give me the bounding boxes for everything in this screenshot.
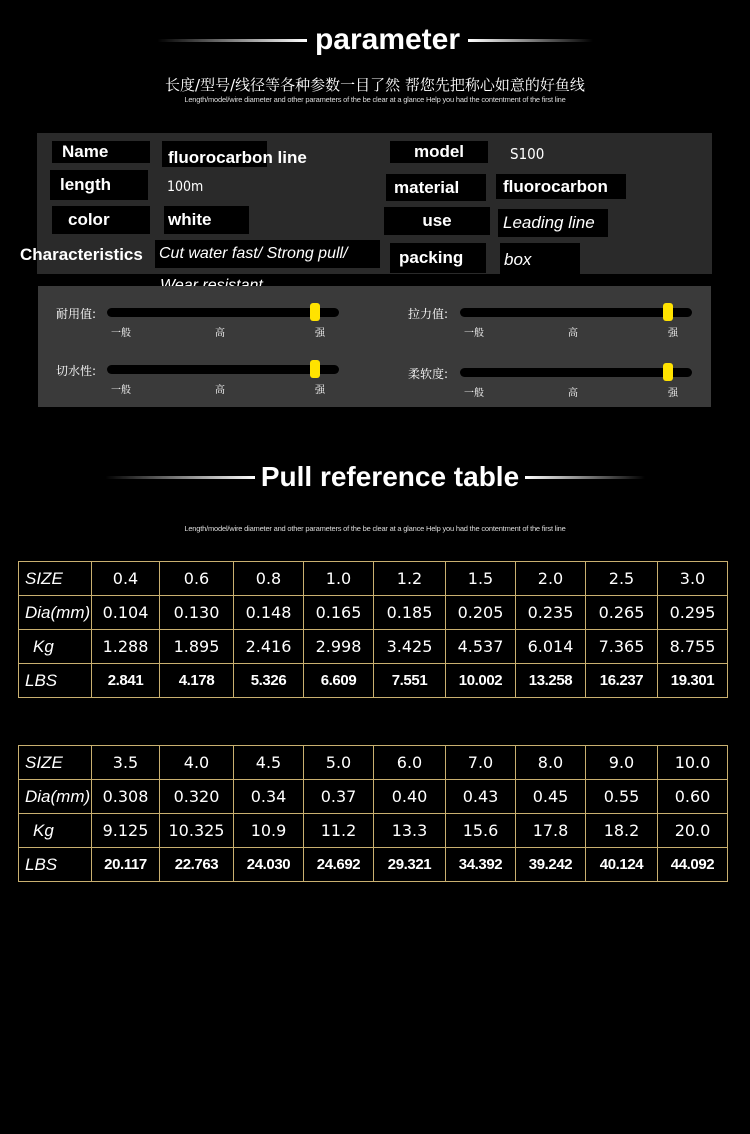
pull-header (0, 455, 750, 499)
ratings-panel (38, 286, 711, 407)
rating-tick-label: 一般 (464, 328, 484, 339)
rating-tick-label: 一般 (111, 385, 131, 396)
table-cell: 17.8 (516, 814, 586, 848)
table-cell: 1.5 (446, 562, 516, 596)
parameter-header (0, 20, 750, 60)
table-cell: 24.030 (234, 848, 304, 882)
table-cell: 10.002 (446, 664, 516, 698)
rating-tick-label: 强 (668, 388, 678, 399)
rating-label: 拉力值: (408, 307, 449, 321)
characteristics-label: Characteristics (20, 245, 143, 264)
table-cell: 0.308 (92, 780, 160, 814)
material-label: material (386, 174, 486, 201)
table-cell: 0.55 (586, 780, 658, 814)
table-cell: 0.104 (92, 596, 160, 630)
table-cell: 4.537 (446, 630, 516, 664)
table-cell: 6.014 (516, 630, 586, 664)
table-cell: 1.2 (374, 562, 446, 596)
pull-table-1 (18, 561, 728, 698)
table-cell: 29.321 (374, 848, 446, 882)
table-cell: 20.117 (92, 848, 160, 882)
header-line-right (468, 39, 593, 42)
row-header-size: SIZE (19, 746, 92, 780)
rating-slider-thumb[interactable] (310, 360, 320, 378)
row-header-size: SIZE (19, 562, 92, 596)
length-value: 100m (167, 179, 204, 195)
table-cell: 10.9 (234, 814, 304, 848)
rating-slider-track[interactable] (107, 308, 339, 317)
table-cell: 7.0 (446, 746, 516, 780)
table-row-size (19, 562, 728, 596)
material-value: fluorocarbon (496, 174, 626, 199)
table-cell: 0.6 (160, 562, 234, 596)
table-cell: 3.0 (658, 562, 728, 596)
table-cell: 4.5 (234, 746, 304, 780)
table-cell: 0.320 (160, 780, 234, 814)
table-cell: 7.551 (374, 664, 446, 698)
length-label: length (50, 170, 148, 200)
table-cell: 10.0 (658, 746, 728, 780)
color-label: color (52, 206, 150, 234)
table-cell: 2.5 (586, 562, 658, 596)
name-label: Name (52, 141, 150, 163)
rating-tick-label: 一般 (111, 328, 131, 339)
pull-line-right (525, 476, 645, 479)
rating-slider-track[interactable] (460, 368, 692, 377)
table-row-kg (19, 814, 728, 848)
table-cell: 3.5 (92, 746, 160, 780)
rating-tick-label: 高 (215, 328, 225, 339)
table-cell: 20.0 (658, 814, 728, 848)
table-cell: 2.841 (92, 664, 160, 698)
table-row-dia (19, 780, 728, 814)
table-cell: 0.130 (160, 596, 234, 630)
rating-tick-label: 一般 (464, 388, 484, 399)
name-value: fluorocarbon line (162, 141, 267, 167)
parameter-subtitle-en: Length/model/wire diameter and other parameters of the be clear at a glance Help you had the contentment of the first line (184, 95, 566, 104)
table-cell: 0.8 (234, 562, 304, 596)
table-cell: 8.0 (516, 746, 586, 780)
table-cell: 0.34 (234, 780, 304, 814)
table-cell: 0.235 (516, 596, 586, 630)
pull-title: Pull reference table (260, 461, 520, 492)
table-cell: 4.0 (160, 746, 234, 780)
row-header-kg: Kg (19, 630, 92, 664)
table-cell: 15.6 (446, 814, 516, 848)
table-cell: 22.763 (160, 848, 234, 882)
parameter-subtitle-cn: 长度/型号/线径等各种参数一目了然 帮您先把称心如意的好鱼线 (165, 76, 585, 94)
packing-label: packing (390, 243, 486, 273)
table-cell: 11.2 (304, 814, 374, 848)
table-cell: 0.205 (446, 596, 516, 630)
color-value: white (164, 206, 249, 234)
characteristics-value: Cut water fast/ Strong pull/ (155, 240, 380, 268)
table-cell: 0.37 (304, 780, 374, 814)
table-cell: 0.148 (234, 596, 304, 630)
use-value: Leading line (498, 209, 608, 237)
table-cell: 0.40 (374, 780, 446, 814)
table-cell: 5.326 (234, 664, 304, 698)
row-header-lbs: LBS (19, 664, 92, 698)
table-cell: 8.755 (658, 630, 728, 664)
model-label: model (390, 141, 488, 163)
table-row-dia (19, 596, 728, 630)
rating-slider-thumb[interactable] (663, 303, 673, 321)
table-cell: 24.692 (304, 848, 374, 882)
table-cell: 44.092 (658, 848, 728, 882)
rating-tick-label: 强 (315, 328, 325, 339)
table-cell: 5.0 (304, 746, 374, 780)
table-cell: 2.416 (234, 630, 304, 664)
rating-tick-label: 强 (315, 385, 325, 396)
row-header-dia: Dia(mm) (19, 596, 92, 630)
table-cell: 16.237 (586, 664, 658, 698)
pull-subtitle-en: Length/model/wire diameter and other parameters of the be clear at a glance Help you had the contentment of the first line (184, 524, 566, 533)
rating-slider-thumb[interactable] (310, 303, 320, 321)
header-line-left (157, 39, 307, 42)
table-row-kg (19, 630, 728, 664)
table-cell: 13.3 (374, 814, 446, 848)
table-cell: 1.0 (304, 562, 374, 596)
rating-tick-label: 高 (568, 328, 578, 339)
table-cell: 0.60 (658, 780, 728, 814)
table-cell: 0.265 (586, 596, 658, 630)
pull-table-2 (18, 745, 728, 882)
table-cell: 1.288 (92, 630, 160, 664)
table-cell: 0.165 (304, 596, 374, 630)
table-cell: 9.125 (92, 814, 160, 848)
rating-slider-thumb[interactable] (663, 363, 673, 381)
table-row-lbs (19, 664, 728, 698)
rating-label: 切水性: (56, 364, 97, 378)
use-label: use (384, 207, 490, 235)
parameter-title: parameter (314, 23, 461, 56)
table-cell: 0.45 (516, 780, 586, 814)
rating-label: 柔软度: (408, 367, 449, 381)
rating-slider-track[interactable] (107, 365, 339, 374)
rating-slider-track[interactable] (460, 308, 692, 317)
table-cell: 0.185 (374, 596, 446, 630)
table-cell: 0.43 (446, 780, 516, 814)
table-cell: 18.2 (586, 814, 658, 848)
table-cell: 6.609 (304, 664, 374, 698)
table-cell: 1.895 (160, 630, 234, 664)
table-cell: 40.124 (586, 848, 658, 882)
table-cell: 0.295 (658, 596, 728, 630)
packing-value: box (500, 243, 580, 277)
table-cell: 0.4 (92, 562, 160, 596)
table-cell: 10.325 (160, 814, 234, 848)
row-header-lbs: LBS (19, 848, 92, 882)
table-cell: 3.425 (374, 630, 446, 664)
table-cell: 6.0 (374, 746, 446, 780)
table-cell: 4.178 (160, 664, 234, 698)
table-row-size (19, 746, 728, 780)
pull-line-left (105, 476, 255, 479)
table-cell: 13.258 (516, 664, 586, 698)
row-header-kg: Kg (19, 814, 92, 848)
table-row-lbs (19, 848, 728, 882)
table-cell: 39.242 (516, 848, 586, 882)
row-header-dia: Dia(mm) (19, 780, 92, 814)
table-cell: 2.998 (304, 630, 374, 664)
table-cell: 2.0 (516, 562, 586, 596)
rating-tick-label: 强 (668, 328, 678, 339)
table-cell: 34.392 (446, 848, 516, 882)
rating-tick-label: 高 (215, 385, 225, 396)
rating-tick-label: 高 (568, 388, 578, 399)
model-value: S100 (510, 145, 545, 163)
table-cell: 19.301 (658, 664, 728, 698)
rating-label: 耐用值: (56, 307, 97, 321)
table-cell: 7.365 (586, 630, 658, 664)
table-cell: 9.0 (586, 746, 658, 780)
